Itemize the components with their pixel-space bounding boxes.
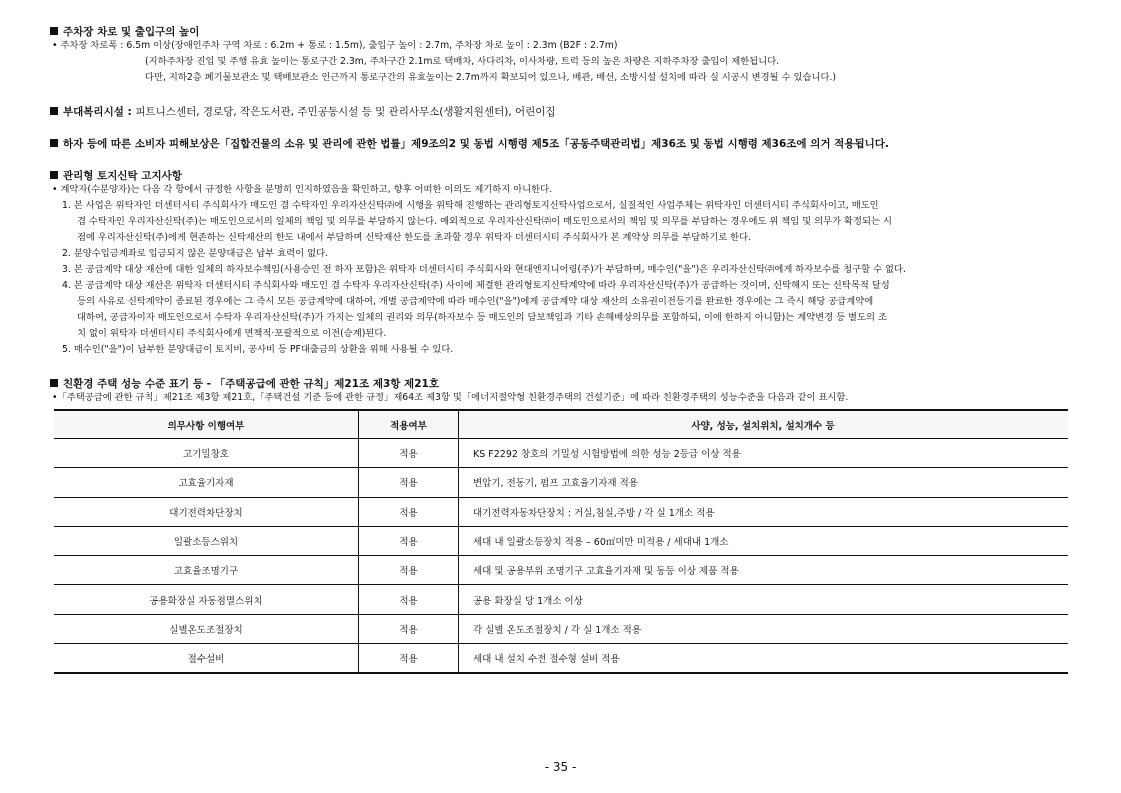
item-cell: 실별온도조절장치 [54, 614, 359, 643]
table-row [54, 585, 1068, 614]
eco-performance-table [54, 409, 1068, 674]
spec-cell: KS F2292 창호의 기밀성 시험방법에 의한 성능 2등급 이상 적용 [459, 439, 1069, 468]
spec-cell: 각 실별 온도조절장치 / 각 실 1개소 적용 [459, 614, 1069, 643]
table-row [54, 556, 1068, 585]
table-header-row [54, 410, 1068, 439]
item-cell: 고기밀창호 [54, 439, 359, 468]
square-bullet-icon [50, 379, 58, 387]
table-row [54, 614, 1068, 643]
eco-heading [50, 376, 439, 391]
facilities-heading [50, 104, 556, 119]
parking-note-2: 다만, 지하2층 폐기물보관소 및 택배보관소 인근까지 통로구간의 유효높이는 2.7m까지 확보되어 있으나, 배관, 배선, 소방시설 설치에 따라 실 시공시 변경될 수 있습니다.) [145, 72, 837, 83]
column-header: 사양, 성능, 설치위치, 설치개수 등 [459, 410, 1069, 439]
trust-item-1: 1. 본 사업은 위탁자인 더센터시티 주식회사가 매도인 겸 수탁자인 우리자산신탁㈜에 시행을 위탁해 진행하는 관리형토지신탁사업으로서, 실질적인 사업주체는 위탁자인 더센터시티 주식회사이고, 매도인 [62, 200, 879, 211]
eco-intro: •「주택공급에 관한 규칙」제21조 제3항 제21호,「주택건설 기준 등에 관한 규정」제64조 제3항 및「에너지절약형 친환경주택의 건설기준」에 따라 친환경주택의 성능수준을 다음과 같이 표시함. [52, 392, 849, 403]
column-header: 의무사항 이행여부 [54, 410, 359, 439]
trust-title: 관리형 토지신탁 고지사항 [63, 170, 182, 182]
table-row [54, 526, 1068, 555]
trust-intro: • 계약자(수분양자)는 다음 각 항에서 규정한 사항을 분명히 인지하였음을 확인하고, 향후 어떠한 이의도 제기하지 아니한다. [52, 184, 553, 195]
parking-heading [50, 24, 199, 39]
spec-cell: 대기전력자동차단장치 : 거실,침실,주방 / 각 실 1개소 적용 [459, 497, 1069, 526]
table-row [54, 497, 1068, 526]
parking-line: • 주차장 차로폭 : 6.5m 이상(장애인주차 구역 차로 : 6.2m + 통로 : 1.5m), 출입구 높이 : 2.7m, 주차장 차로 높이 : 2.3m (B2F : 2.7m) [52, 40, 618, 51]
trust-item-1-cont: 점에 우리자산신탁(주)에게 현존하는 신탁재산의 한도 내에서 부담하며 신탁재산 한도를 초과할 경우 위탁자 더센터시티 주식회사가 본 계약상 의무를 부담하기로 한다. [77, 232, 752, 243]
parking-title: 주차장 차로 및 출입구의 높이 [63, 26, 200, 38]
page-number: - 35 - [544, 760, 577, 774]
trust-item-5: 5. 매수인("을")이 납부한 분양대금이 토지비, 공사비 등 PF대출금의 상환을 위해 사용될 수 있다. [62, 344, 454, 355]
trust-item-4-cont: 치 없이 위탁자 더센터시티 주식회사에게 면책적·포괄적으로 이전(승계)된다. [77, 328, 387, 339]
defect-title: 하자 등에 따른 소비자 피해보상은「집합건물의 소유 및 관리에 관한 법률」제9조의2 및 동법 시행령 제5조「공동주택관리법」제36조 및 동법 시행령 제36조에 의거 적용됩니다. [63, 138, 889, 150]
trust-heading [50, 168, 182, 183]
trust-item-1-cont: 겸 수탁자인 우리자산신탁(주)는 매도인으로서의 일체의 책임 및 의무를 부담하지 않는다. 예외적으로 우리자산신탁㈜이 매도인으로서의 책임 및 의무를 부담하는 경우에도 위 책임 및 의무가 확정되는 시 [77, 216, 892, 227]
square-bullet-icon [50, 107, 58, 115]
square-bullet-icon [50, 171, 58, 179]
eco-title: 친환경 주택 성능 수준 표기 등 - 「주택공급에 관한 규칙」제21조 제3항 제21호 [63, 378, 439, 390]
status-cell: 적용 [359, 497, 459, 526]
item-cell: 공용화장실 자동점멸스위치 [54, 585, 359, 614]
facilities-title: 부대복리시설 : [63, 106, 136, 118]
status-cell: 적용 [359, 526, 459, 555]
status-cell: 적용 [359, 468, 459, 497]
item-cell: 고효율기자재 [54, 468, 359, 497]
table-row [54, 468, 1068, 497]
status-cell: 적용 [359, 556, 459, 585]
square-bullet-icon [50, 27, 58, 35]
spec-cell: 세대 내 일괄소등장치 적용 – 60㎡미만 미적용 / 세대내 1개소 [459, 526, 1069, 555]
table-row [54, 439, 1068, 468]
item-cell: 일괄소등스위치 [54, 526, 359, 555]
status-cell: 적용 [359, 614, 459, 643]
item-cell: 대기전력차단장치 [54, 497, 359, 526]
defect-heading [50, 136, 889, 151]
spec-cell: 세대 및 공용부위 조명기구 고효율기자재 및 동등 이상 제품 적용 [459, 556, 1069, 585]
status-cell: 적용 [359, 439, 459, 468]
trust-item-4-cont: 등의 사유로 신탁계약이 종료된 경우에는 그 즉시 모든 공급계약에 대하여, 개별 공급계약에 따라 매수인("을")에게 공급계약 대상 재산의 소유권이전등기를 완료한 경우에는 그 즉시 해당 공급계약에 [77, 296, 874, 307]
trust-item-2: 2. 분양수입금계좌로 입금되지 않은 분양대금은 납부 효력이 없다. [62, 248, 329, 259]
parking-note-1: (지하주차장 진입 및 주행 유효 높이는 통로구간 2.3m, 주차구간 2.1m로 택배차, 사다리차, 이사차량, 트럭 등의 높은 차량은 지하주차장 출입이 제한됩니다. [145, 56, 780, 67]
status-cell: 적용 [359, 585, 459, 614]
table-row [54, 644, 1068, 674]
spec-cell: 공용 화장실 당 1개소 이상 [459, 585, 1069, 614]
spec-cell: 세대 내 설치 수전 절수형 설비 적용 [459, 644, 1069, 674]
trust-item-3: 3. 본 공급계약 대상 재산에 대한 일체의 하자보수책임(사용승인 전 하자 포함)은 위탁자 더센터시티 주식회사와 현대엔지니어링(주)가 부담하며, 매수인("을")은 우리자산신탁㈜에게 하자보수를 청구할 수 없다. [62, 264, 906, 275]
status-cell: 적용 [359, 644, 459, 674]
column-header: 적용여부 [359, 410, 459, 439]
trust-item-4: 4. 본 공급계약 대상 재산은 위탁자 더센터시티 주식회사와 매도인 겸 수탁자 우리자산신탁(주) 사이에 체결한 관리형토지신탁계약에 따라 우리자산신탁(주)가 공급하는 것이며, 신탁해지 또는 신탁목적 달성 [62, 280, 890, 291]
trust-item-4-cont: 대하여, 공급자이자 매도인으로서 수탁자 우리자산신탁(주)가 가지는 일체의 권리와 의무(하자보수 등 매도인의 담보책임과 기타 손해배상의무를 포함하되, 이에 한하지 아니함)는 계약변경 등 별도의 조 [77, 312, 887, 323]
spec-cell: 변압기, 전동기, 펌프 고효율기자재 적용 [459, 468, 1069, 497]
item-cell: 고효율조명기구 [54, 556, 359, 585]
item-cell: 절수설비 [54, 644, 359, 674]
facilities-text: 피트니스센터, 경로당, 작은도서관, 주민공동시설 등 및 관리사무소(생활지원센터), 어린이집 [135, 106, 556, 118]
square-bullet-icon [50, 139, 58, 147]
